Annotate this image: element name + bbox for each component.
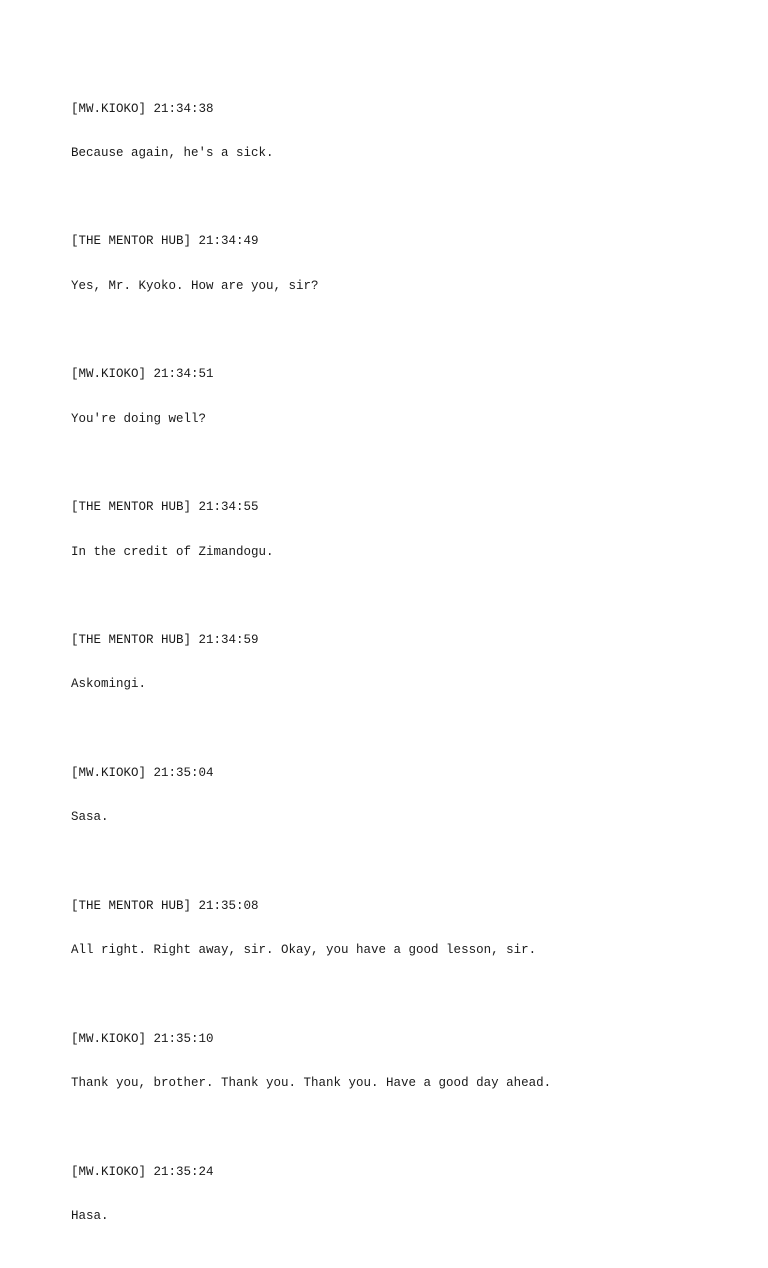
transcript-entry bbox=[71, 205, 728, 323]
speaker-timestamp: [THE MENTOR HUB] 21:34:59 bbox=[71, 633, 259, 648]
utterance-text: You're doing well? bbox=[71, 411, 207, 426]
utterance-text: Thank you, brother. Thank you. Thank you. Have a good day ahead. bbox=[71, 1076, 552, 1091]
transcript-entry bbox=[71, 1002, 728, 1120]
transcript bbox=[71, 72, 728, 1268]
transcript-entry bbox=[71, 869, 728, 987]
speaker-timestamp: [THE MENTOR HUB] 21:34:49 bbox=[71, 234, 259, 249]
speaker-timestamp: [MW.KIOKO] 21:35:10 bbox=[71, 1031, 214, 1046]
speaker-timestamp: [MW.KIOKO] 21:34:51 bbox=[71, 367, 214, 382]
speaker-timestamp: [THE MENTOR HUB] 21:34:55 bbox=[71, 500, 259, 515]
speaker-timestamp: [MW.KIOKO] 21:34:38 bbox=[71, 101, 214, 116]
speaker-timestamp: [MW.KIOKO] 21:35:04 bbox=[71, 765, 214, 780]
transcript-entry bbox=[71, 338, 728, 456]
utterance-text: Because again, he's a sick. bbox=[71, 145, 274, 160]
utterance-text: In the credit of Zimandogu. bbox=[71, 544, 274, 559]
utterance-text: Sasa. bbox=[71, 810, 109, 825]
transcript-entry bbox=[71, 604, 728, 722]
speaker-timestamp: [MW.KIOKO] 21:35:24 bbox=[71, 1164, 214, 1179]
transcript-entry bbox=[71, 471, 728, 589]
utterance-text: Askomingi. bbox=[71, 677, 147, 692]
utterance-text: Yes, Mr. Kyoko. How are you, sir? bbox=[71, 278, 319, 293]
transcript-entry bbox=[71, 1135, 728, 1253]
speaker-timestamp: [THE MENTOR HUB] 21:35:08 bbox=[71, 898, 259, 913]
utterance-text: Hasa. bbox=[71, 1208, 109, 1223]
transcript-entry bbox=[71, 72, 728, 190]
utterance-text: All right. Right away, sir. Okay, you have a good lesson, sir. bbox=[71, 943, 537, 958]
transcript-entry bbox=[71, 736, 728, 854]
